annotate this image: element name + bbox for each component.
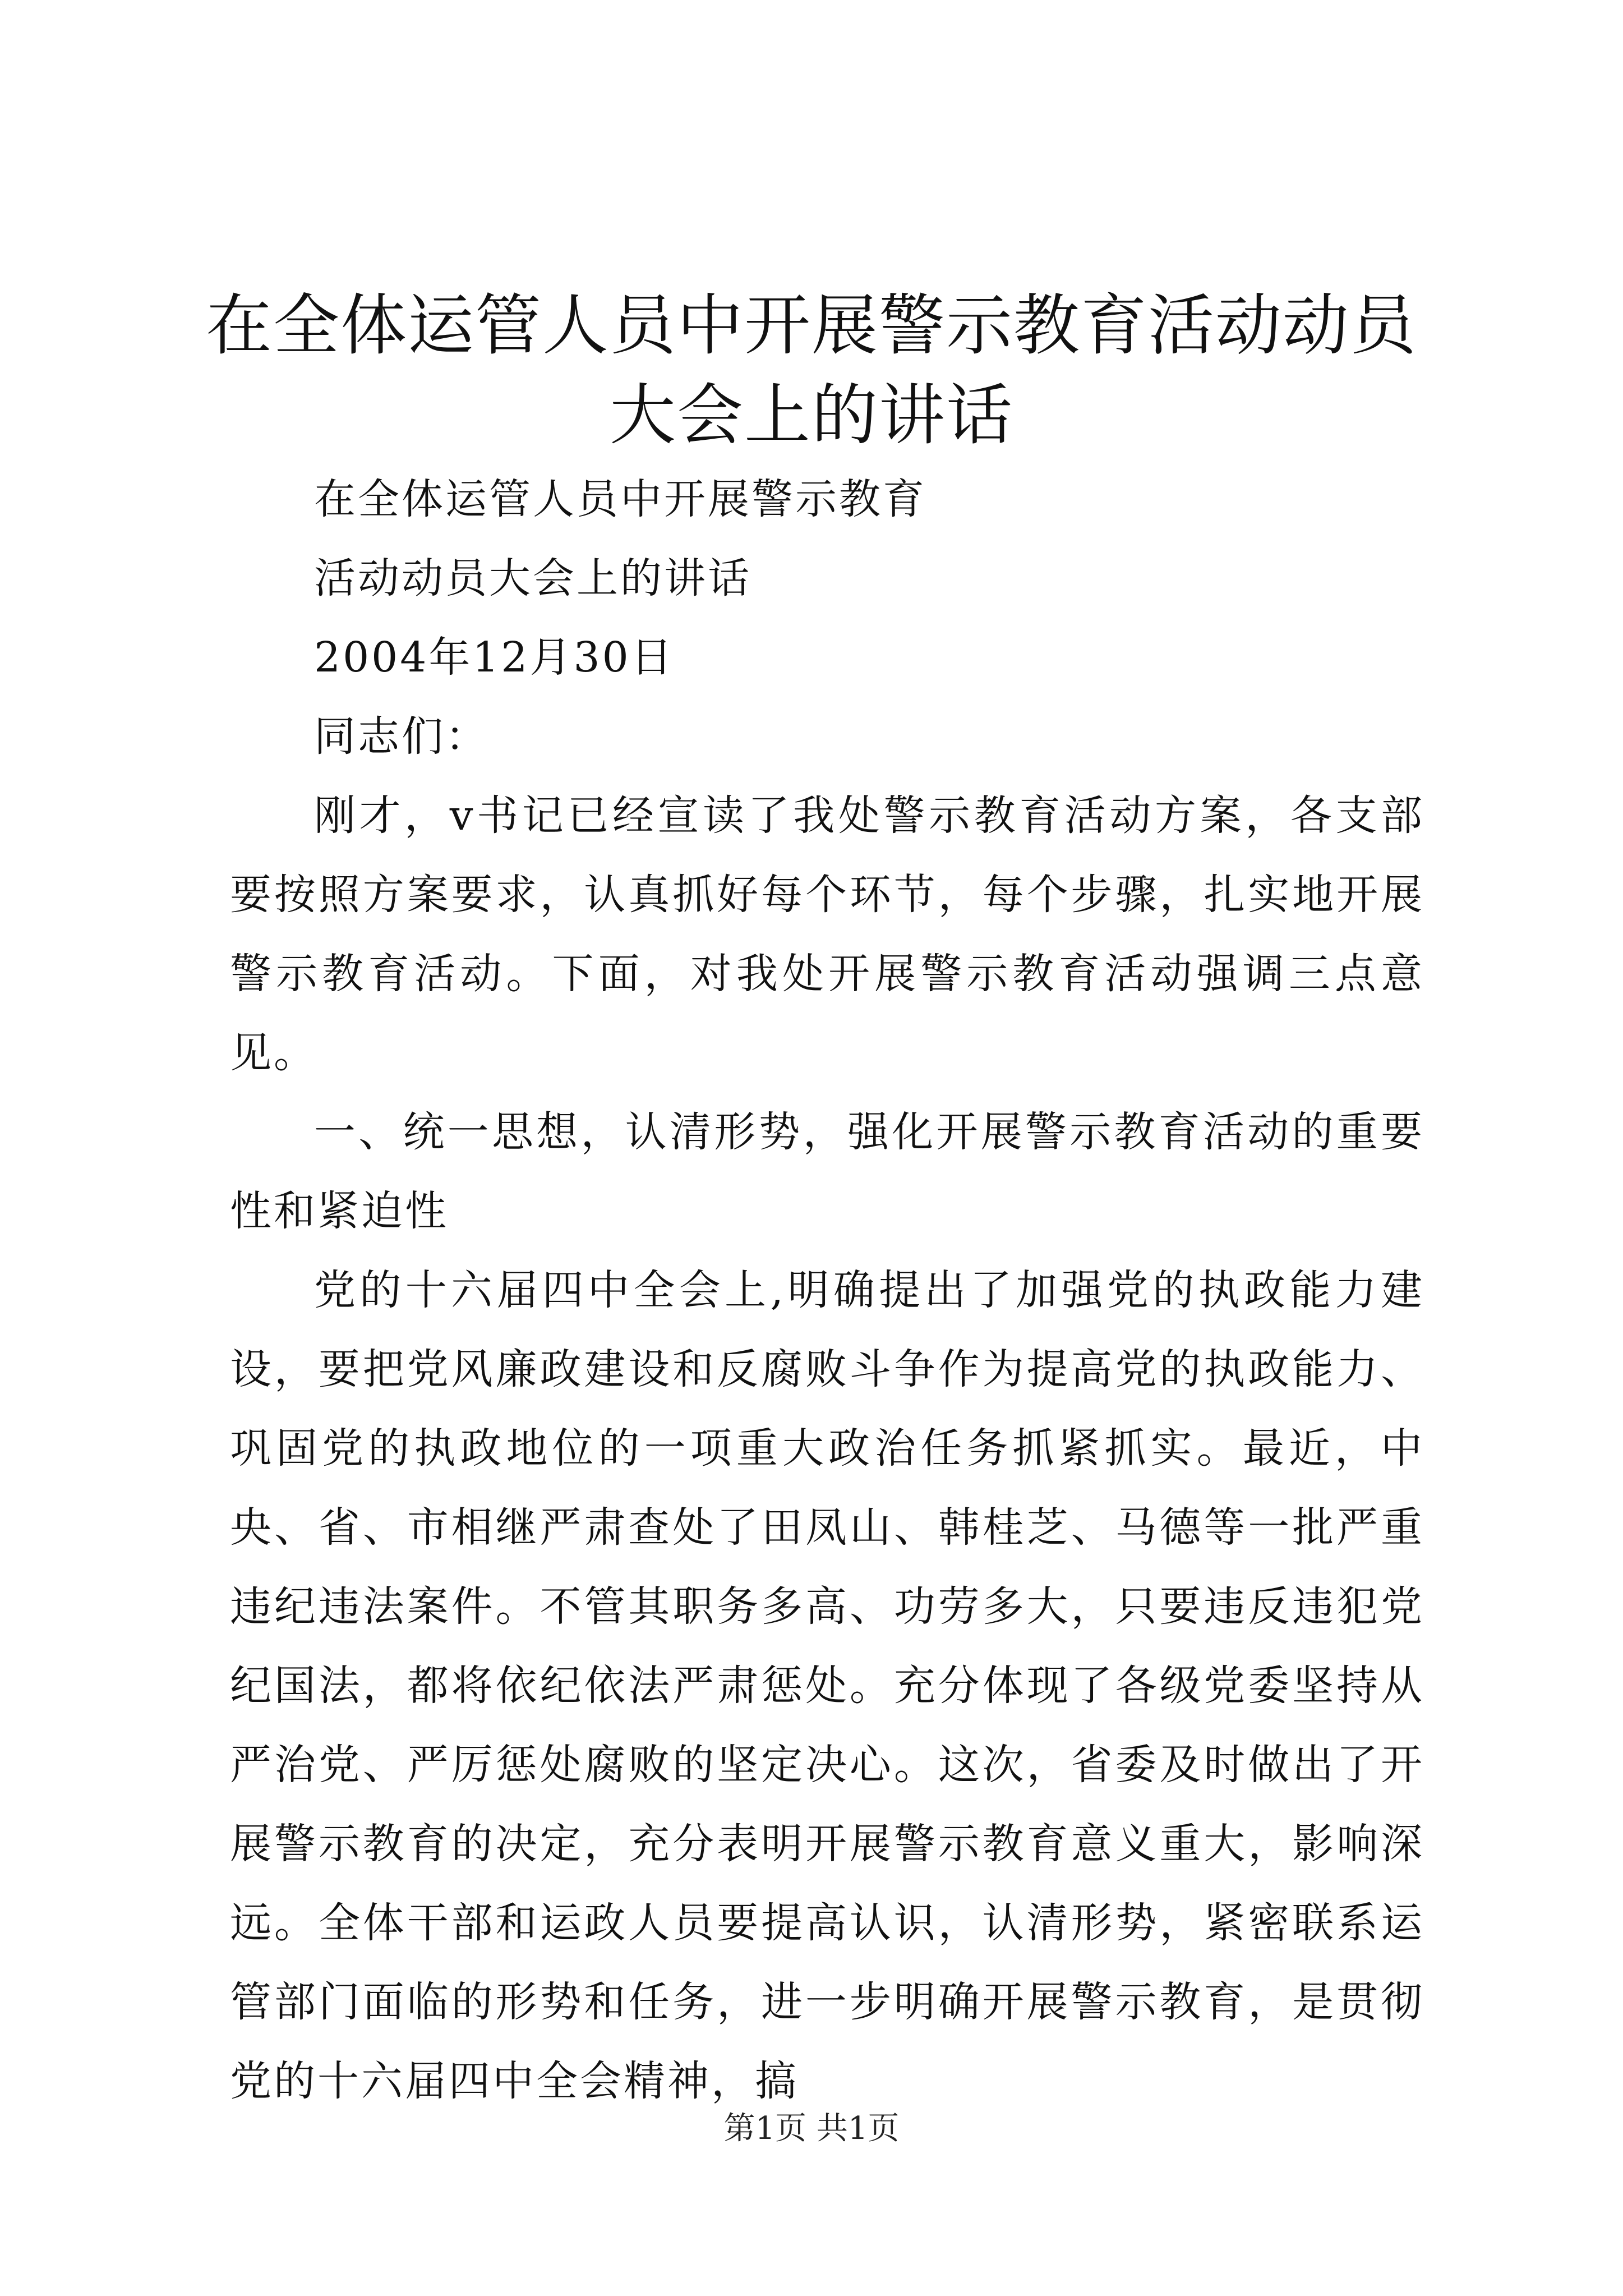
date-line: 2004年12月30日 [314,633,675,682]
document-body [230,460,1424,2121]
paragraph-intro: 刚才，v书记已经宣读了我处警示教育活动方案，各支部要按照方案要求，认真抓好每个环节，每个步骤，扎实地开展警示教育活动。下面，对我处开展警示教育活动强调三点意见。 [230,792,1424,1077]
salutation: 同志们： [314,712,489,761]
section-heading-1: 一、统一思想，认清形势，强化开展警示教育活动的重要性和紧迫性 [230,1108,1424,1235]
subtitle-line-1: 在全体运管人员中开展警示教育 [314,475,926,523]
subtitle-line-2: 活动动员大会上的讲话 [314,554,751,602]
paragraph-section-1: 党的十六届四中全会上,明确提出了加强党的执政能力建设，要把党风廉政建设和反腐败斗争作为提高党的执政能力、巩固党的执政地位的一项重大政治任务抓紧抓实。最近，中央、省、市相继严肃查处了田凤山、韩桂芝、马德等一批严重违纪违法案件。不管其职务多高、功劳多大，只要违反违犯党纪国法，都将依纪依法严肃惩处。充分体现了各级党委坚持从严治党、严厉惩处腐败的坚定决心。这次，省委及时做出了开展警示教育的决定，充分表明开展警示教育意义重大，影响深远。全体干部和运政人员要提高认识，认清形势，紧密联系运管部门面临的形势和任务，进一步明确开展警示教育，是贯彻党的十六届四中全会精神，搞 [230,1266,1424,2105]
document-title: 在全体运管人员中开展警示教育活动动员大会上的讲话 [205,287,1417,454]
page-footer: 第1页 共1页 [723,2110,900,2147]
